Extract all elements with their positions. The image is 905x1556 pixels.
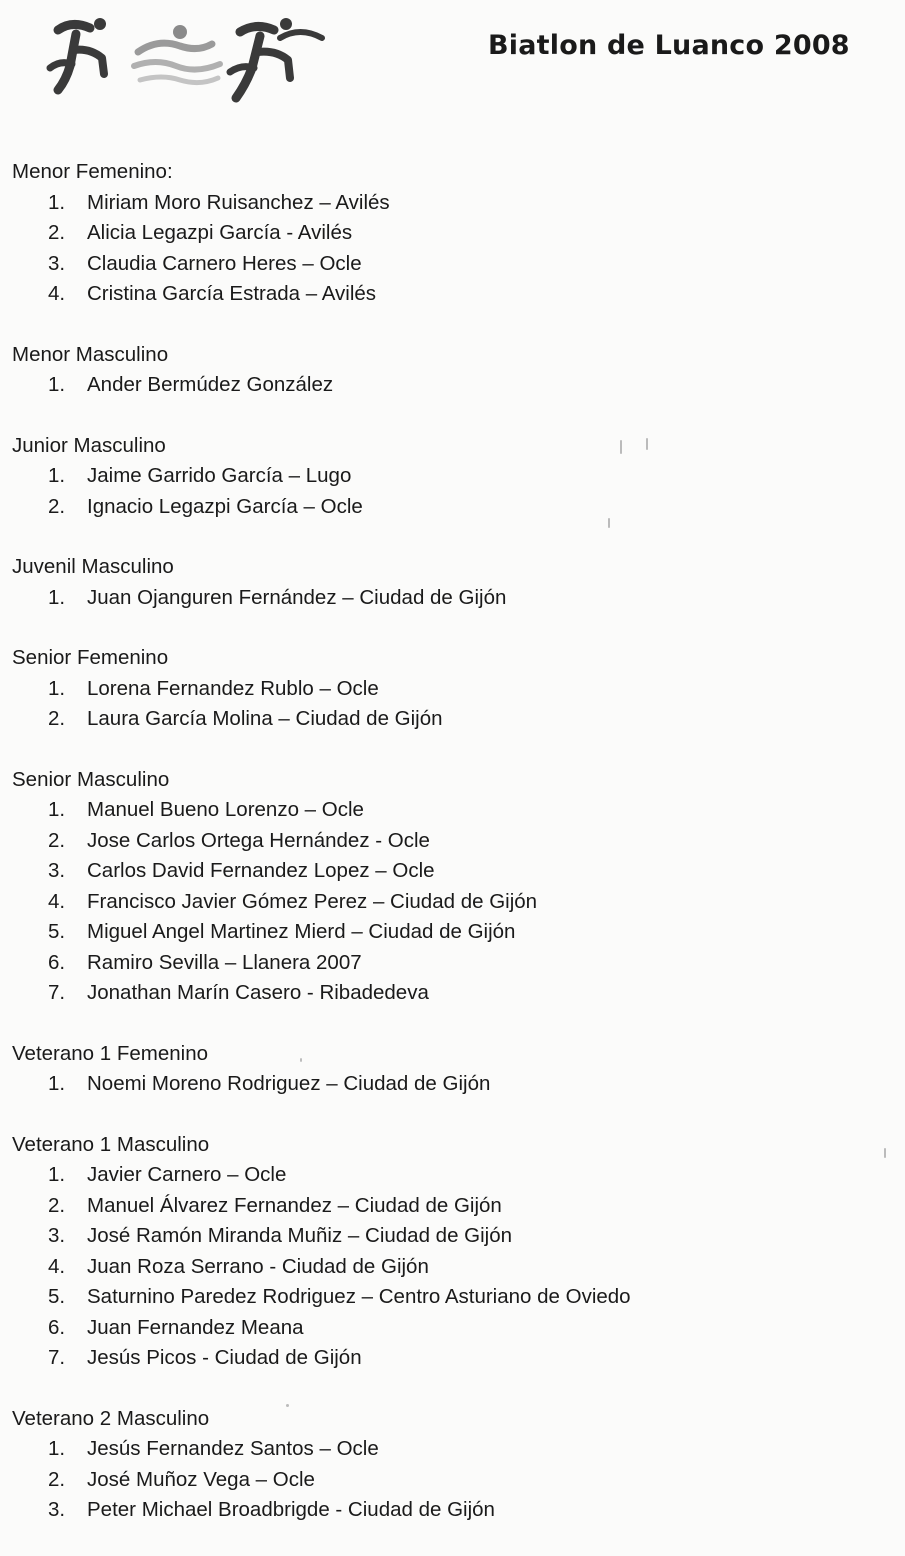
category-heading: Veterano 2 Masculino: [12, 1406, 210, 1430]
list-item: [12, 826, 892, 857]
list-item: [12, 1434, 892, 1465]
entry-number: 1.: [48, 1072, 66, 1095]
category-veterano-1-masculino: [12, 1130, 892, 1374]
category-menor-femenino: [12, 157, 892, 310]
entry-number: 1.: [48, 676, 66, 700]
entry-list: [12, 674, 892, 735]
entry-text: Saturnino Paredez Rodriguez – Centro Asturiano de Oviedo: [87, 1285, 631, 1308]
entry-list: [12, 1160, 892, 1374]
entry-number: 3.: [48, 859, 66, 882]
entry-number: 3.: [48, 251, 66, 275]
list-item: [12, 583, 892, 614]
scan-speck: [608, 518, 610, 528]
list-item: [12, 461, 892, 492]
category-heading: Junior Masculino: [12, 433, 166, 457]
list-item: [12, 978, 892, 1009]
entry-text: Miguel Angel Martinez Mierd – Ciudad de Gijón: [87, 920, 516, 943]
entry-text: Peter Michael Broadbrigde - Ciudad de Gijón: [87, 1498, 495, 1521]
entry-number: 2.: [48, 1193, 66, 1217]
category-juvenil-masculino: [12, 552, 892, 613]
entry-number: 5.: [48, 1285, 66, 1308]
runner-swimmer-runner-logo-icon: [30, 8, 330, 108]
entry-number: 1.: [48, 798, 66, 821]
category-menor-masculino: [12, 340, 892, 401]
entry-text: Juan Fernandez Meana: [87, 1315, 304, 1339]
list-item: [12, 218, 892, 249]
category-heading: Veterano 1 Femenino: [12, 1041, 209, 1065]
entry-text: Laura García Molina – Ciudad de Gijón: [87, 707, 443, 730]
entry-number: 2.: [48, 1467, 66, 1491]
list-item: [12, 948, 892, 979]
entry-text: Ramiro Sevilla – Llanera 2007: [87, 950, 362, 974]
entry-number: 6.: [48, 1315, 66, 1339]
scan-speck: [646, 438, 648, 450]
category-junior-masculino: [12, 431, 892, 523]
entry-list: [12, 370, 892, 401]
entry-text: Francisco Javier Gómez Perez – Ciudad de Gijón: [87, 889, 538, 913]
category-veterano-2-masculino: [12, 1404, 892, 1526]
list-item: [12, 1495, 892, 1526]
entry-text: José Muñoz Vega – Ocle: [87, 1467, 315, 1491]
entry-text: José Ramón Miranda Muñiz – Ciudad de Gijón: [87, 1224, 513, 1247]
entry-list: [12, 1069, 892, 1100]
entry-text: Lorena Fernandez Rublo – Ocle: [87, 676, 379, 700]
list-item: [12, 1343, 892, 1374]
list-item: [12, 1221, 892, 1252]
entry-number: 4.: [48, 1254, 66, 1278]
list-item: [12, 279, 892, 310]
list-item: [12, 1282, 892, 1313]
entry-number: 1.: [48, 464, 66, 487]
entry-list: [12, 795, 892, 1009]
entry-number: 7.: [48, 1346, 66, 1369]
entry-text: Claudia Carnero Heres – Ocle: [87, 251, 362, 275]
scan-speck: [620, 440, 622, 454]
entry-number: 1.: [48, 373, 66, 396]
list-item: [12, 1465, 892, 1496]
entry-text: Juan Roza Serrano - Ciudad de Gijón: [87, 1254, 429, 1278]
entry-text: Jesús Picos - Ciudad de Gijón: [87, 1346, 362, 1369]
entry-list: [12, 583, 892, 614]
list-item: [12, 249, 892, 280]
category-senior-masculino: [12, 765, 892, 1009]
entry-text: Noemi Moreno Rodriguez – Ciudad de Gijón: [87, 1072, 491, 1095]
scan-speck: [884, 1148, 886, 1158]
entry-text: Carlos David Fernandez Lopez – Ocle: [87, 859, 435, 882]
category-heading: Menor Masculino: [12, 342, 169, 366]
scan-speck: [286, 1404, 289, 1407]
list-item: [12, 370, 892, 401]
category-heading: Senior Masculino: [12, 767, 170, 791]
list-item: [12, 704, 892, 735]
category-senior-femenino: [12, 643, 892, 735]
list-item: [12, 887, 892, 918]
entry-list: [12, 461, 892, 522]
list-item: [12, 1160, 892, 1191]
entry-list: [12, 1434, 892, 1526]
entry-number: 2.: [48, 707, 66, 730]
entry-text: Miriam Moro Ruisanchez – Avilés: [87, 190, 390, 214]
entry-text: Jose Carlos Ortega Hernández - Ocle: [87, 828, 430, 852]
list-item: [12, 856, 892, 887]
entry-text: Ander Bermúdez González: [87, 373, 334, 396]
entry-number: 1.: [48, 585, 66, 609]
entry-text: Cristina García Estrada – Avilés: [87, 282, 377, 305]
document-title: Biatlon de Luanco 2008: [488, 30, 850, 61]
entry-text: Jesús Fernandez Santos – Ocle: [87, 1437, 379, 1460]
category-veterano-1-femenino: [12, 1039, 892, 1100]
category-heading: Juvenil Masculino: [12, 555, 174, 578]
list-item: [12, 1069, 892, 1100]
entry-text: Manuel Álvarez Fernandez – Ciudad de Gijón: [87, 1193, 502, 1217]
list-item: [12, 492, 892, 523]
entry-list: [12, 188, 892, 310]
scan-speck: [300, 1058, 302, 1062]
list-item: [12, 1252, 892, 1283]
entry-number: 3.: [48, 1498, 66, 1521]
entry-number: 2.: [48, 221, 66, 244]
entry-number: 2.: [48, 494, 66, 518]
category-heading: Menor Femenino:: [12, 160, 173, 183]
list-item: [12, 1191, 892, 1222]
list-item: [12, 674, 892, 705]
entry-text: Jaime Garrido García – Lugo: [87, 464, 352, 487]
list-item: [12, 917, 892, 948]
entry-text: Ignacio Legazpi García – Ocle: [87, 494, 363, 518]
entry-text: Juan Ojanguren Fernández – Ciudad de Gijón: [87, 585, 507, 609]
entry-number: 6.: [48, 950, 66, 974]
entry-text: Manuel Bueno Lorenzo – Ocle: [87, 798, 364, 821]
results-list: [12, 157, 892, 1556]
entry-text: Alicia Legazpi García - Avilés: [87, 221, 353, 244]
entry-number: 1.: [48, 190, 66, 214]
entry-number: 3.: [48, 1224, 66, 1247]
category-heading: Senior Femenino: [12, 646, 169, 669]
entry-number: 4.: [48, 889, 66, 913]
entry-text: Javier Carnero – Ocle: [87, 1163, 287, 1186]
entry-number: 1.: [48, 1437, 66, 1460]
entry-number: 2.: [48, 828, 66, 852]
entry-number: 7.: [48, 981, 66, 1004]
category-heading: Veterano 1 Masculino: [12, 1132, 210, 1156]
entry-number: 1.: [48, 1163, 66, 1186]
list-item: [12, 1313, 892, 1344]
entry-number: 4.: [48, 282, 66, 305]
list-item: [12, 188, 892, 219]
list-item: [12, 795, 892, 826]
entry-text: Jonathan Marín Casero - Ribadedeva: [87, 981, 429, 1004]
entry-number: 5.: [48, 920, 66, 943]
